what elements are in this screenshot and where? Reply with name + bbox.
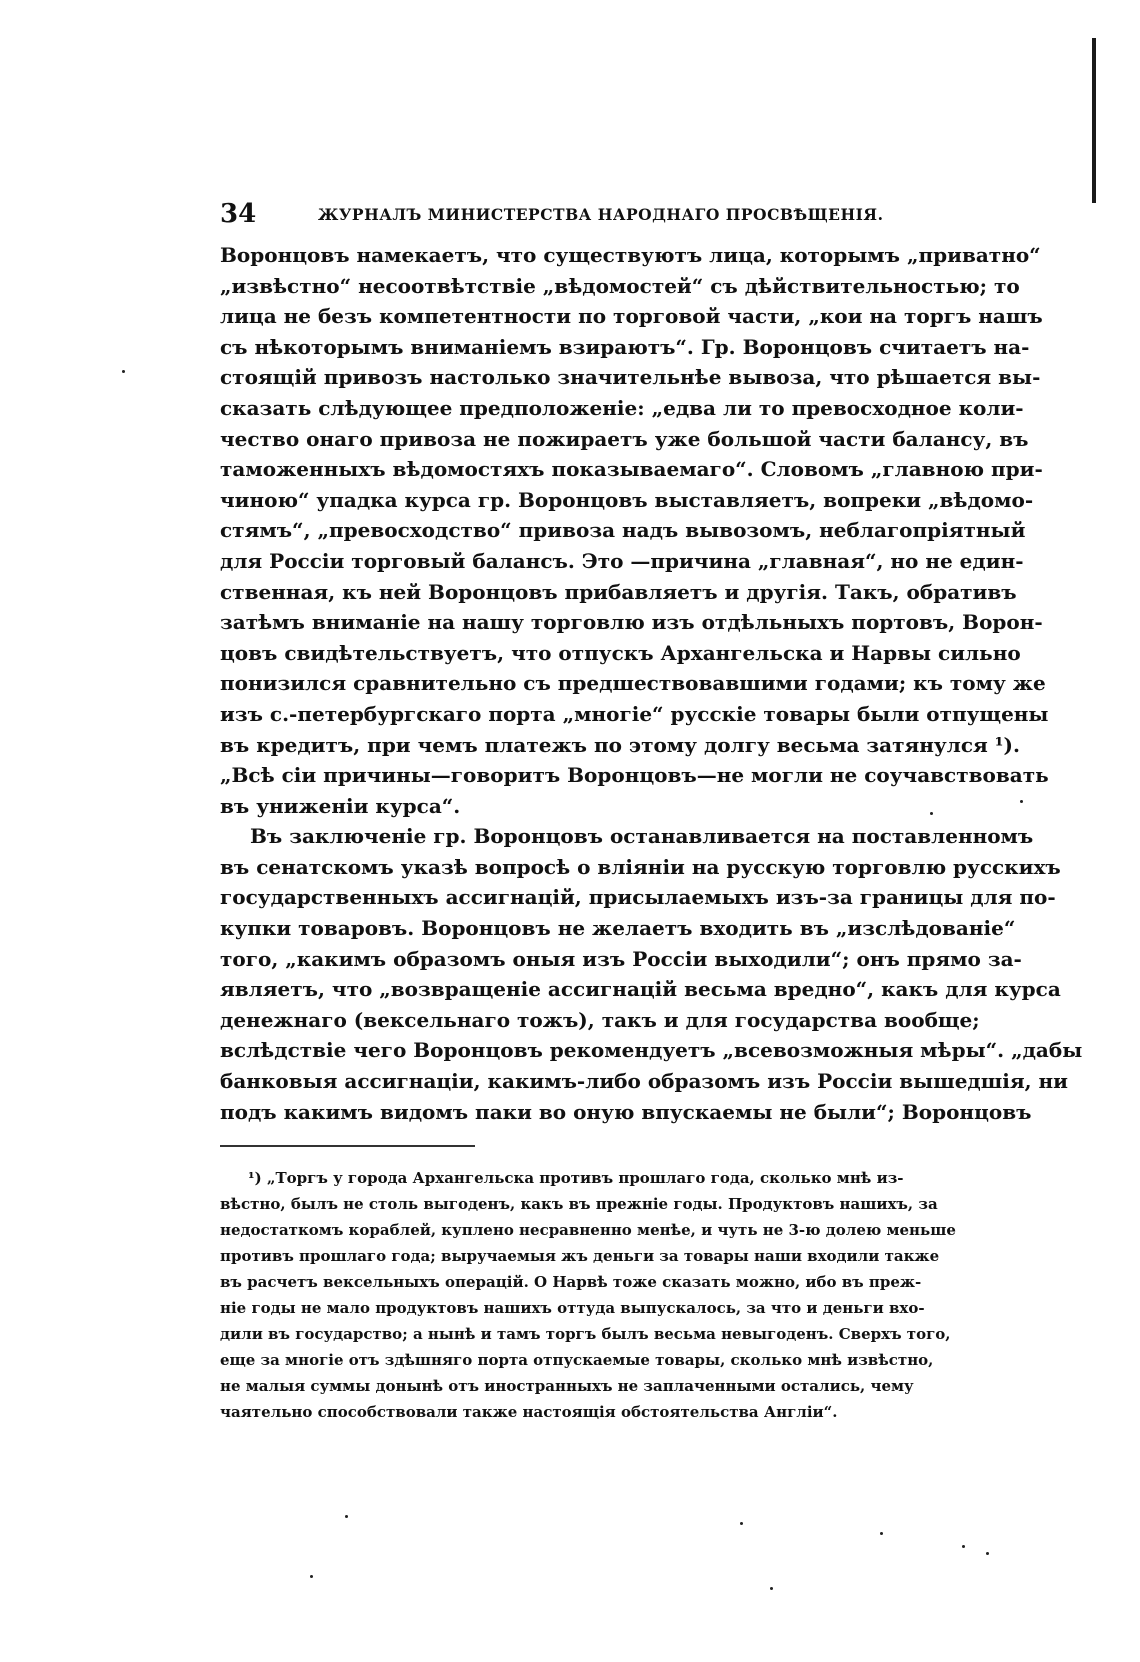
scan-speck — [345, 1515, 348, 1518]
text-line: „извѣстно“ несоотвѣтствіе „вѣдомостей“ съ дѣйствительностью; то — [220, 273, 1020, 298]
text-line: стоящій привозъ настолько значительнѣе вывоза, что рѣшается вы- — [220, 365, 1041, 390]
text-line: сказать слѣдующее предположеніе: „едва ли то превосходное коли- — [220, 395, 1024, 420]
text-line: являетъ, что „возвращеніе ассигнацій весьма вредно“, какъ для курса — [220, 977, 1061, 1002]
text-line: того, „какимъ образомъ оныя изъ Россіи выходили“; онъ прямо за- — [220, 946, 1022, 971]
text-line: для Россіи торговый балансъ. Это —причина „главная“, но не един- — [220, 548, 1024, 573]
text-line: вслѣдствіе чего Воронцовъ рекомендуетъ „всевозможныя мѣры“. „дабы — [220, 1038, 1083, 1063]
text-line: въ кредитъ, при чемъ платежъ по этому долгу весьма затянулся ¹). — [220, 732, 1020, 757]
text-line: затѣмъ вниманіе на нашу торговлю изъ отдѣльныхъ портовъ, Ворон- — [220, 610, 1043, 635]
page-header — [220, 197, 884, 231]
text-line: въ сенатскомъ указѣ вопросѣ о вліяніи на русскую торговлю русскихъ — [220, 854, 1061, 879]
page-number: 34 — [220, 199, 257, 229]
footnote-line: ніе годы не мало продуктовъ нашихъ оттуда выпускалось, за что и деньги вхо- — [220, 1299, 925, 1317]
footnote-line: дили въ государство; а нынѣ и тамъ торгъ былъ весьма невыгоденъ. Сверхъ того, — [220, 1325, 951, 1343]
text-line: подъ какимъ видомъ паки во оную впускаемы не были“; Воронцовъ — [220, 1099, 1032, 1124]
text-line: въ униженіи курса“. — [220, 793, 461, 818]
footnote-line: въ расчетъ вексельныхъ операцій. О Нарвѣ тоже сказать можно, ибо въ преж- — [220, 1273, 922, 1291]
footnote-line: не малыя суммы донынѣ отъ иностранныхъ не заплаченными остались, чему — [220, 1377, 914, 1395]
text-line: чество онаго привоза не пожираетъ уже большой части балансу, въ — [220, 426, 1029, 451]
footnote-line: чаятельно способствовали также настоящія обстоятельства Англіи“. — [220, 1403, 838, 1421]
scan-speck — [962, 1545, 965, 1548]
body-text — [220, 240, 1083, 1127]
text-line: таможенныхъ вѣдомостяхъ показываемаго“. Словомъ „главною при- — [220, 457, 1043, 482]
scan-speck — [310, 1575, 313, 1578]
scan-speck — [986, 1552, 989, 1555]
text-line: банковыя ассигнаціи, какимъ-либо образомъ изъ Россіи вышедшія, ни — [220, 1069, 1069, 1094]
text-line: чиною“ упадка курса гр. Воронцовъ выставляетъ, вопреки „вѣдомо- — [220, 487, 1034, 512]
running-title: ЖУРНАЛЪ МИНИСТЕРСТВА НАРОДНАГО ПРОСВѢЩЕНІЯ. — [318, 205, 884, 224]
text-line: денежнаго (вексельнаго тожъ), такъ и для государства вообще; — [220, 1007, 980, 1032]
scan-speck — [1020, 800, 1023, 803]
text-line: стямъ“, „превосходство“ привоза надъ вывозомъ, неблагопріятный — [220, 518, 1026, 543]
scan-speck — [930, 812, 933, 815]
footnote-line: недостаткомъ кораблей, куплено несравненно менѣе, и чуть не 3-ю долею меньше — [220, 1221, 956, 1239]
text-line: съ нѣкоторымъ вниманіемъ взираютъ“. Гр. Воронцовъ считаетъ на- — [220, 334, 1030, 359]
footnote-line: вѣстно, былъ не столь выгоденъ, какъ въ прежніе годы. Продуктовъ нашихъ, за — [220, 1195, 938, 1213]
scan-speck — [740, 1522, 743, 1525]
text-line: государственныхъ ассигнацій, присылаемыхъ изъ-за границы для по- — [220, 885, 1056, 910]
footnote-line: противъ прошлаго года; выручаемыя жъ деньги за товары наши входили также — [220, 1247, 940, 1265]
scan-speck — [770, 1587, 773, 1590]
footnote-line: ¹) „Торгъ у города Архангельска противъ прошлаго года, сколько мнѣ из- — [248, 1169, 904, 1187]
text-line: изъ с.-петербургскаго порта „многіе“ русскіе товары были отпущены — [220, 701, 1049, 726]
text-line: ственная, къ ней Воронцовъ прибавляетъ и другія. Такъ, обративъ — [220, 579, 1017, 604]
footnote-separator — [220, 1145, 475, 1147]
text-line: понизился сравнительно съ предшествовавшими годами; къ тому же — [220, 671, 1046, 696]
paragraph-start-line: Въ заключеніе гр. Воронцовъ останавливается на поставленномъ — [250, 824, 1034, 849]
text-line: Воронцовъ намекаетъ, что существуютъ лица, которымъ „приватно“ — [220, 243, 1041, 267]
footnote — [220, 1165, 956, 1425]
text-line: купки товаровъ. Воронцовъ не желаетъ входить въ „изслѣдованіе“ — [220, 916, 1016, 941]
footnote-line: еще за многіе отъ здѣшняго порта отпускаемые товары, сколько мнѣ извѣстно, — [220, 1351, 934, 1369]
scan-speck — [880, 1532, 883, 1535]
text-line: цовъ свидѣтельствуетъ, что отпускъ Архангельска и Нарвы сильно — [220, 640, 1021, 665]
text-line: лица не безъ компетентности по торговой части, „кои на торгъ нашъ — [220, 304, 1043, 329]
scan-speck — [122, 370, 125, 373]
text-line: „Всѣ сіи причины—говоритъ Воронцовъ—не могли не соучавствовать — [220, 763, 1049, 788]
page-edge-rule — [1092, 38, 1096, 203]
